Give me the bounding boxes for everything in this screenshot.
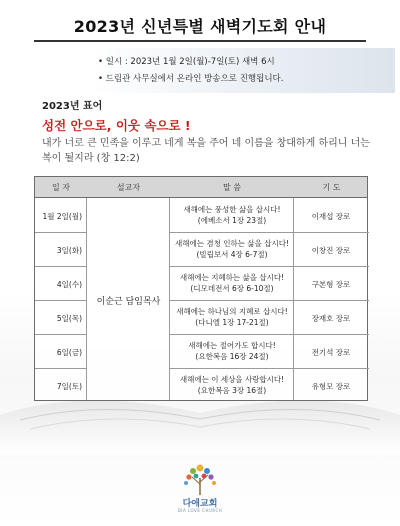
- row-prayer: 구본형 장로: [311, 280, 351, 289]
- row-date: 4일(수): [56, 280, 82, 289]
- theme-verse: 내가 너로 큰 민족을 이루고 네게 복을 주어 네 이름을 창대하게 하리니 너는 복이 될지라 (창 12:2): [42, 138, 370, 164]
- row-message-ref: (빌립보서 4장 6-7절): [196, 250, 268, 259]
- table-header-row: [35, 177, 367, 198]
- row-date: 5일(목): [56, 314, 82, 323]
- row-message-title: 새해에는 이 세상을 사랑합시다!: [179, 375, 285, 384]
- title-underline: [34, 40, 366, 42]
- row-divider: [35, 334, 87, 335]
- row-message-ref: (다니엘 1장 17-21절): [195, 318, 269, 327]
- row-prayer: 이창진 장로: [311, 246, 351, 255]
- theme-label: 2023년 표어: [42, 101, 103, 112]
- row-message-ref: (에베소서 1장 23절): [197, 216, 267, 225]
- row-divider: [35, 232, 87, 233]
- info-schedule: • 일시 : 2023년 1월 2일(월)-7일(토) 새벽 6시: [98, 57, 275, 67]
- row-message-title: 새해에는 지혜하는 삶을 삽시다!: [179, 273, 285, 282]
- row-divider: [170, 300, 369, 301]
- row-message-ref: (디모데전서 6장 6-10절): [190, 284, 274, 293]
- church-logo: [173, 462, 227, 516]
- tree-icon: [173, 462, 227, 496]
- header-message: 말 씀: [223, 183, 241, 192]
- title-bar: [0, 14, 400, 40]
- page-title: 2023년 신년특별 새벽기도회 안내: [73, 17, 327, 36]
- row-divider: [35, 300, 87, 301]
- row-date: 3일(화): [56, 246, 82, 255]
- preacher-cell: 이순근 담임목사: [96, 296, 161, 307]
- header-date: 일 자: [52, 183, 70, 192]
- row-divider: [170, 368, 369, 369]
- row-prayer: 유형모 장로: [311, 382, 351, 391]
- row-message-title: 새해에는 겸청 인하는 삶을 삽시다!: [175, 239, 289, 248]
- logo-name: 다애교회: [182, 499, 218, 509]
- row-prayer: 이재섭 장로: [311, 212, 351, 221]
- row-prayer: 전기석 장로: [311, 348, 351, 357]
- row-message-ref: (요한복음 16장 24절): [195, 352, 269, 361]
- schedule-table: [34, 176, 368, 401]
- info-broadcast: • 드림관 사무실에서 온라인 방송으로 진행됩니다.: [98, 74, 284, 84]
- row-divider: [35, 368, 87, 369]
- row-prayer: 장재호 장로: [311, 314, 351, 323]
- row-divider: [35, 266, 87, 267]
- header-preacher: 설교자: [116, 183, 141, 192]
- logo-subtitle: DIA LOVE CHURCH: [177, 508, 223, 513]
- header-prayer: 기 도: [322, 183, 341, 192]
- row-message-title: 새해에는 절어가도 합시다!: [188, 341, 276, 350]
- row-message-title: 새해에는 하나님의 지혜로 삽시다!: [176, 307, 288, 316]
- row-divider: [170, 334, 369, 335]
- row-divider: [170, 266, 369, 267]
- row-divider: [170, 232, 369, 233]
- row-date: 1월 2일(월): [42, 212, 82, 221]
- row-message-title: 새해에는 풍성한 삶을 삽시다!: [183, 205, 281, 214]
- row-date: 6일(금): [56, 348, 82, 357]
- row-date: 7일(토): [56, 382, 82, 391]
- theme-headline: 성전 안으로, 이웃 속으로 !: [42, 118, 191, 133]
- row-message-ref: (요한복음 3장 16절): [197, 386, 267, 395]
